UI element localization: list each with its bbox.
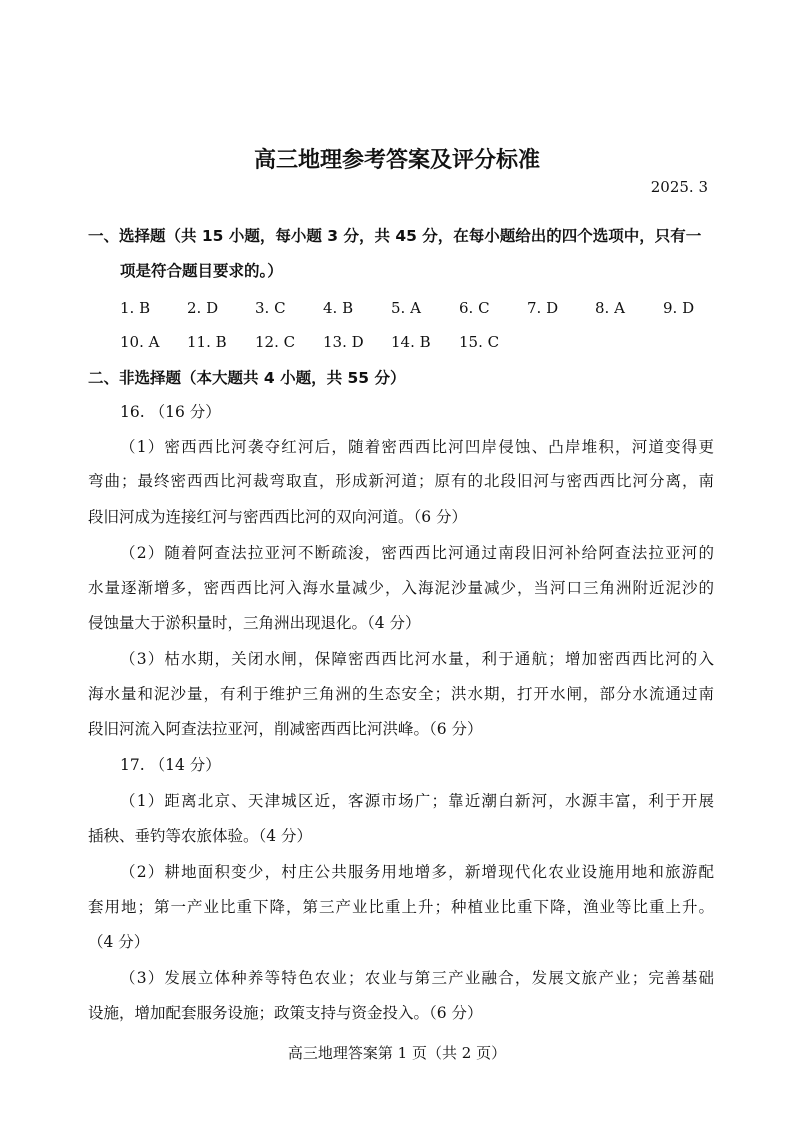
q16-label: 16. （16 分） [120,403,221,421]
answer-item: 11. B [187,333,227,351]
answer-item: 14. B [391,333,431,351]
q16-p3-line3: 段旧河流入阿查法拉亚河，削减密西西比河洪峰。（6 分） [88,720,483,738]
answer-item: 8. A [595,299,625,317]
q17-p2-line2: 套用地；第一产业比重下降，第三产业比重上升；种植业比重下降，渔业等比重上升。 [88,898,714,916]
section1-heading-line1: 一、选择题（共 15 小题，每小题 3 分，共 45 分，在每小题给出的四个选项中，只有一 [88,227,702,245]
q17-p2-line3: （4 分） [88,933,150,951]
section1-heading-line2: 项是符合题目要求的。） [120,262,283,280]
q16-p2-line1: （2）随着阿查法拉亚河不断疏浚，密西西比河通过南段旧河补给阿查法拉亚河的 [120,544,714,562]
q17-p1-line1: （1）距离北京、天津城区近，客源市场广；靠近潮白新河，水源丰富，利于开展 [120,792,714,810]
q17-label: 17. （14 分） [120,756,221,774]
section2-heading: 二、非选择题（本大题共 4 小题，共 55 分） [88,369,406,387]
exam-date: 2025. 3 [650,178,708,196]
q16-p3-line1: （3）枯水期，关闭水闸，保障密西西比河水量，利于通航；增加密西西比河的入 [120,650,714,668]
q17-p2-line1: （2）耕地面积变少，村庄公共服务用地增多，新增现代化农业设施用地和旅游配 [120,863,714,881]
q16-p3-line2: 海水量和泥沙量，有利于维护三角洲的生态安全；洪水期，打开水闸，部分水流通过南 [88,685,714,703]
answer-item: 13. D [323,333,364,351]
answer-item: 6. C [459,299,490,317]
answer-item: 3. C [255,299,286,317]
page-footer: 高三地理答案第 1 页（共 2 页） [287,1044,507,1062]
page-title: 高三地理参考答案及评分标准 [253,148,540,173]
answer-item: 10. A [120,333,160,351]
answer-item: 9. D [663,299,695,317]
q16-p1-line1: （1）密西西比河袭夺红河后，随着密西西比河凹岸侵蚀、凸岸堆积，河道变得更 [120,438,714,456]
q16-p1-line3: 段旧河成为连接红河与密西西比河的双向河道。（6 分） [88,508,468,526]
q17-p1-line2: 插秧、垂钓等农旅体验。（4 分） [88,827,313,845]
answer-item: 7. D [527,299,559,317]
answer-item: 5. A [391,299,421,317]
answer-item: 2. D [187,299,219,317]
q16-p2-line3: 侵蚀量大于淤积量时，三角洲出现退化。（4 分） [88,614,421,632]
q17-p3-line1: （3）发展立体种养等特色农业；农业与第三产业融合，发展文旅产业；完善基础 [120,969,714,987]
q16-p2-line2: 水量逐渐增多，密西西比河入海水量减少，入海泥沙量减少，当河口三角洲附近泥沙的 [88,579,714,597]
answer-item: 1. B [120,299,151,317]
q16-p1-line2: 弯曲；最终密西西比河裁弯取直，形成新河道；原有的北段旧河与密西西比河分离，南 [88,472,714,490]
q17-p3-line2: 设施，增加配套服务设施；政策支持与资金投入。（6 分） [88,1004,483,1022]
answer-item: 4. B [323,299,354,317]
answer-item: 12. C [255,333,296,351]
answer-item: 15. C [459,333,500,351]
